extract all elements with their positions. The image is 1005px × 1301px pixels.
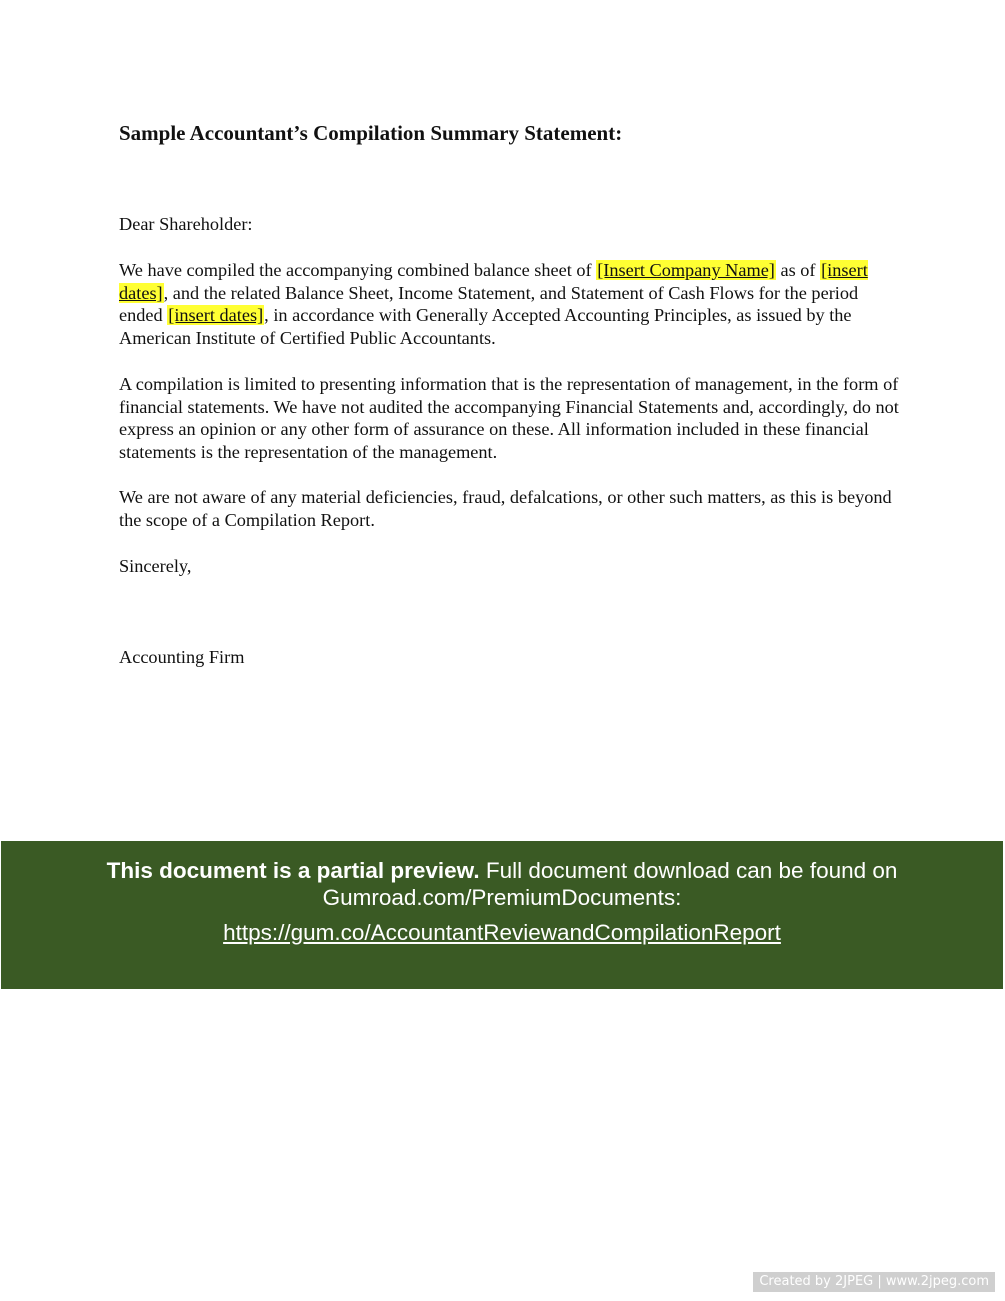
salutation: Dear Shareholder:: [119, 214, 253, 234]
download-link[interactable]: https://gum.co/AccountantReviewandCompilationReport: [223, 920, 781, 945]
banner-line-1: [1, 857, 1003, 884]
paragraph1-text-a: We have compiled the accompanying combined balance sheet of: [119, 260, 597, 280]
paragraph1-text-d: , in accordance with Generally Accepted Accounting Principles, as issued by the American Institute of Certified Public Accountants.: [119, 305, 852, 348]
letter-body: [119, 118, 899, 667]
closing: Sincerely,: [119, 556, 192, 576]
placeholder-dates-2: [insert dates]: [168, 305, 264, 326]
banner-bold-text: This document is a partial preview.: [106, 858, 480, 883]
banner-text-1: Full document download can be found on: [479, 858, 898, 883]
paragraph-no-deficiencies: We are not aware of any material deficiencies, fraud, defalcations, or other such matters, as this is beyond the scope of a Compilation Report.: [119, 487, 892, 530]
paragraph1-text-c: , and the related Balance Sheet, Income Statement, and Statement of Cash Flows for the period ended: [119, 282, 859, 326]
placeholder-dates-1: [insert dates]: [119, 260, 868, 303]
paragraph-compilation-scope: [119, 259, 899, 349]
preview-banner: [1, 841, 1003, 989]
document-title: Sample Accountant’s Compilation Summary Statement:: [119, 121, 623, 145]
watermark: Created by 2JPEG | www.2jpeg.com: [753, 1272, 995, 1292]
placeholder-company-name: [Insert Company Name]: [597, 260, 775, 280]
banner-line-2: Gumroad.com/PremiumDocuments:: [322, 885, 682, 910]
paragraph-compilation-limits: A compilation is limited to presenting information that is the representation of management, in the form of financial statements. We have not audited the accompanying Financial Statements and, accordingly, do not express an opinion or any other form of assurance on these. All information included in these financial statements is the representation of the management.: [119, 374, 899, 462]
signature: Accounting Firm: [119, 647, 245, 667]
paragraph1-text-b: as of: [775, 260, 821, 280]
